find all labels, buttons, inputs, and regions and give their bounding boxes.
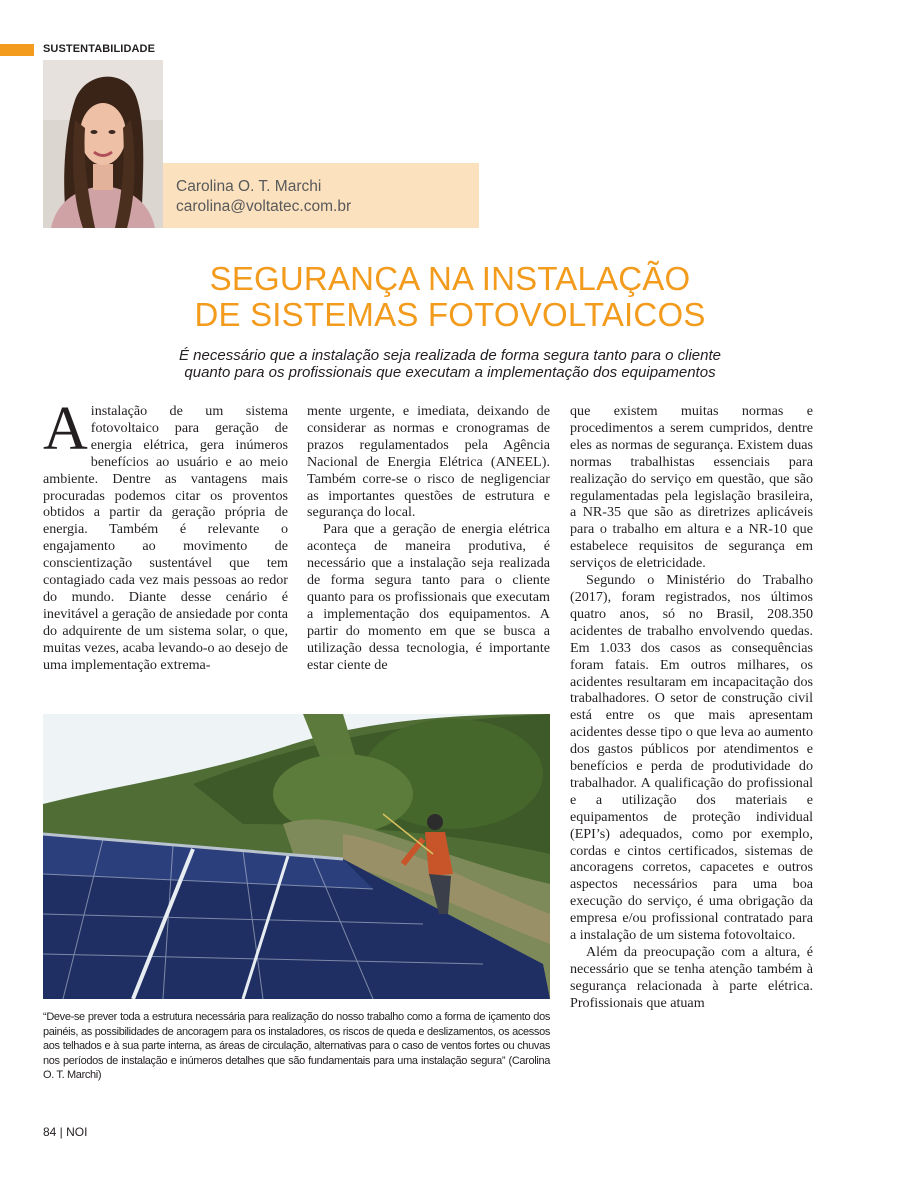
article-paragraph: que existem muitas normas e procedimentos a serem cumpridos, dentre eles as normas de segurança. Existem duas normas trabalhistas essenciais para realização do serviço em questão, que são regulamentadas pela legislação brasileira, a NR-35 que são as diretrizes aplicáveis para o trabalho em altura e a NR-10 que estabelece requisitos de segurança em serviços de eletricidade.	[570, 403, 813, 572]
drop-cap: A	[43, 395, 88, 463]
section-label: SUSTENTABILIDADE	[43, 43, 156, 55]
article-paragraph: Além da preocupação com a altura, é necessário que se tenha atenção também à segurança relacionada à parte elétrica. Profissionais que atuam	[570, 944, 813, 1011]
author-name: Carolina O. T. Marchi	[176, 178, 322, 195]
page-folio: 84 | NOI	[43, 1125, 88, 1139]
article-paragraph: mente urgente, e imediata, deixando de considerar as normas e cronogramas de prazos regulamentados pela Agência Nacional de Energia Elétrica (ANEEL). Também corre-se o risco de negligenciar as importantes questões de estrutura e segurança do local.	[307, 403, 550, 521]
headline-line-2: DE SISTEMAS FOTOVOLTAICOS	[194, 296, 706, 333]
photo-caption	[43, 1010, 550, 1083]
article-paragraph: Para que a geração de energia elétrica aconteça de maneira produtiva, é necessário que a instalação seja realizada de forma segura tanto para o cliente quanto para os profissionais que executam a implementação dos equipamentos. A partir do momento em que se busca a utilização dessa tecnologia, é importante estar ciente de	[307, 521, 550, 673]
solar-installation-photo	[43, 714, 550, 999]
headline-line-1: SEGURANÇA NA INSTALAÇÃO	[209, 260, 691, 297]
article-paragraph: instalação de um sistema fotovoltaico para geração de energia elétrica, gera inúmeros benefícios ao usuário e ao meio ambiente. Dentre as vantagens mais procuradas podemos citar os proventos obtidos a partir da geração própria de energia. Também é relevante o engajamento ao movimento de conscientização sustentável que tem contagiado cada vez mais pessoas ao redor do mundo. Diante desse cenário é inevitável a geração de ansiedade por conta do adquirente de um sistema solar, o que, muitas vezes, acaba levando-o ao desejo de uma implementação extrema-	[43, 403, 288, 673]
article-column-1	[43, 395, 288, 674]
author-email: carolina@voltatec.com.br	[176, 198, 352, 215]
subtitle-line-1: É necessário que a instalação seja realizada de forma segura tanto para o cliente	[179, 347, 721, 364]
subtitle-line-2: quanto para os profissionais que executam a implementação dos equipamentos	[184, 364, 716, 381]
article-column-3	[570, 403, 813, 1012]
article-column-2	[307, 403, 550, 674]
author-portrait	[43, 60, 163, 228]
section-accent-bar	[0, 44, 34, 56]
photo-caption-text: “Deve-se prever toda a estrutura necessária para realização do nosso trabalho como a forma de içamento dos painéis, as possibilidades de ancoragem para os instaladores, os riscos de queda e deslizamentos, os acessos aos telhados e à sua parte interna, as áreas de circulação, alternativas para o caso de ventos fortes ou chuvas nos períodos de instalação e inúmeros detalhes que são fundamentais para uma instalação segura” (Carolina O. T. Marchi)	[43, 1011, 550, 1082]
article-paragraph: Segundo o Ministério do Trabalho (2017), foram registrados, nos últimos quatro anos, só no Brasil, 208.350 acidentes de trabalho envolvendo quedas. Em 1.033 dos casos as consequências foram fatais. Em outros milhares, os acidentes resultaram em incapacitação dos trabalhadores. O setor de construção civil está entre os que mais apresentam acidentes desse tipo o que leva ao aumento dos gastos públicos por atendimentos e benefícios e perda de produtividade do trabalhador. A qualificação do profissional e a utilização dos materiais e equipamentos de proteção individual (EPI’s) adequados, como por exemplo, cordas e cintos certificados, sistemas de ancoragens corretos, capacetes e outros aspectos necessários para uma boa execução do serviço, é uma obrigação da empresa e/ou profissional contratado para a instalação de um sistema fotovoltaico.	[570, 572, 813, 944]
